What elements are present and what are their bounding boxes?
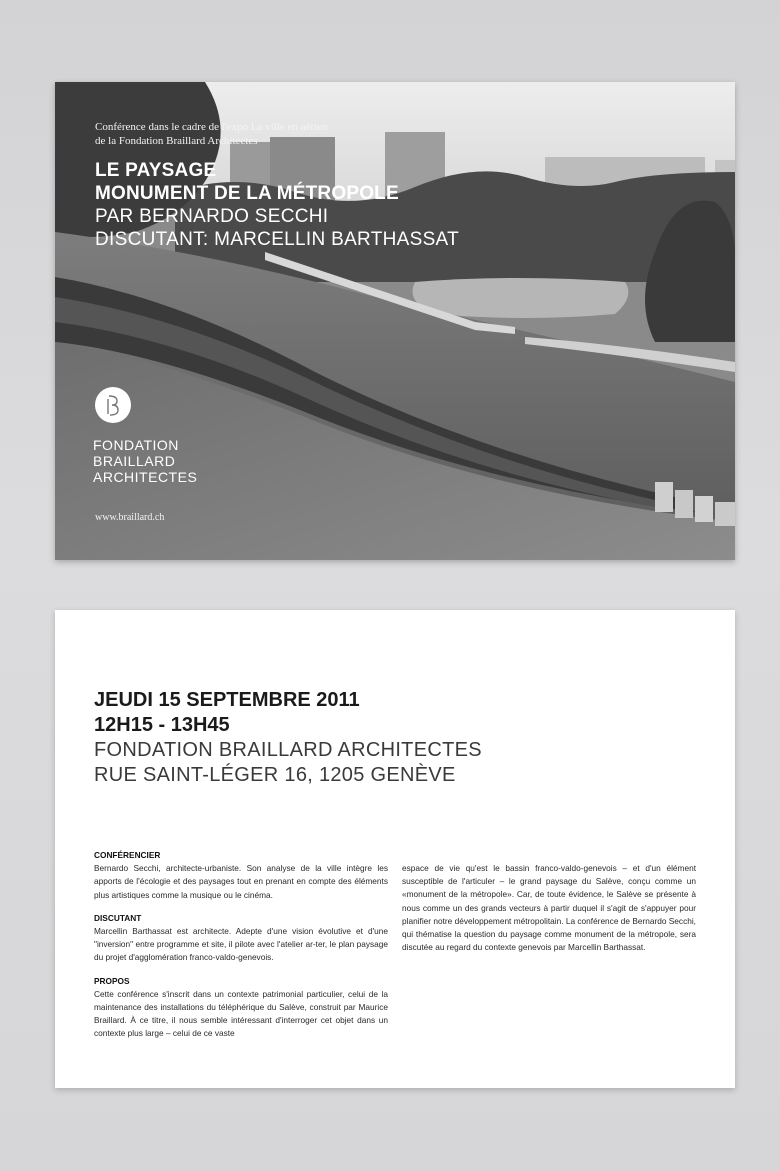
propos-text-continued: espace de vie qu'est le bassin franco-valdo-genevois – et d'un élément susceptible de l'articuler – le grand paysage du Salève, conçu comme un «monument de la métropole». Car, de toute évidence, le Salève se présente à nous comme un des grands vecteurs à partir duquel il s'agit de s'appuyer pour planifier notre développement métropolitain. La conférence de Bernardo Secchi, qui thématise la question du paysage comme monument de la métropole, sera discutée au regard du contexte genevois par Marcellin Barthassat.	[402, 863, 696, 953]
logo-text-2: BRAILLARD	[93, 453, 176, 469]
speaker-line: PAR BERNARDO SECCHI	[95, 206, 329, 227]
flyer-front	[55, 82, 735, 560]
event-time: 12H15 - 13H45	[94, 714, 230, 736]
foundation-logo-icon	[95, 387, 131, 423]
event-address: RUE SAINT-LÉGER 16, 1205 GENÈVE	[94, 764, 456, 786]
website-url: www.braillard.ch	[95, 512, 165, 523]
conferencier-text: Bernardo Secchi, architecte-urbaniste. Son analyse de la ville intègre les apports de l'écologie et des paysages tout en prenant en compte des éléments plus artistiques comme la musique ou le cinéma.	[94, 863, 388, 900]
event-venue: FONDATION BRAILLARD ARCHITECTES	[94, 739, 482, 761]
discutant-text: Marcellin Barthassat est architecte. Adepte d'une vision évolutive et d'une "inversion" entre programme et site, il pilote avec l'atelier ar-ter, le plan paysage du projet d'agglomération franco-valdo-genevois.	[94, 926, 388, 963]
propos-heading: PROPOS	[94, 975, 130, 986]
propos-text: Cette conférence s'inscrit dans un contexte patrimonial particulier, celui de la maintenance des installations du téléphérique du Salève, construit par Maurice Braillard. À ce titre, il nous semble intéressant d'interroger cet objet dans un contexte plus large – celui de ce vaste	[94, 988, 388, 1039]
event-date: JEUDI 15 SEPTEMBRE 2011	[94, 689, 360, 711]
discutant-heading: DISCUTANT	[94, 912, 142, 923]
flyer-back	[55, 610, 735, 1088]
context-line-1: Conférence dans le cadre de l'expo La ville en aérien	[95, 121, 328, 133]
logo-text-3: ARCHITECTES	[93, 469, 198, 485]
conferencier-heading: CONFÉRENCIER	[94, 850, 161, 860]
discussant-line: DISCUTANT: MARCELLIN BARTHASSAT	[95, 229, 460, 250]
text-column-right	[402, 862, 696, 964]
logo-text-1: FONDATION	[93, 437, 179, 453]
title-line-1: LE PAYSAGE	[95, 160, 217, 181]
context-line-2: de la Fondation Braillard Architectes	[95, 135, 258, 147]
landscape-photo	[55, 82, 735, 560]
title-line-2: MONUMENT DE LA MÉTROPOLE	[95, 183, 399, 204]
text-column-left	[94, 849, 388, 1051]
